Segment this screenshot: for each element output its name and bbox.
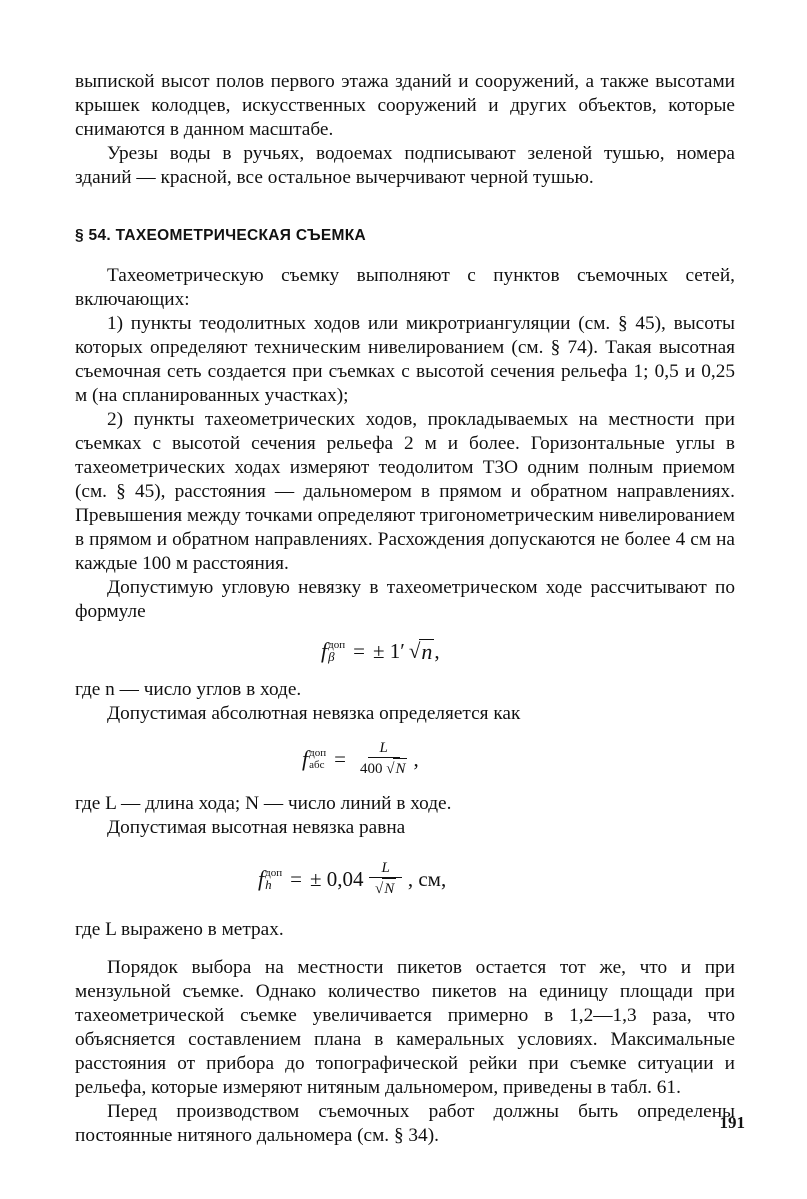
formula-indices	[265, 867, 282, 891]
paragraph-absolute-misclosure: Допустимая абсолютная невязка определяется как	[107, 703, 521, 724]
paragraph-where-l-meters: где L выражено в метрах.	[75, 919, 284, 940]
formula-indices	[309, 747, 326, 771]
formula-indices	[328, 639, 345, 663]
formula-subscript: h	[265, 877, 272, 892]
fraction-denominator	[360, 758, 408, 779]
radical-sign: √	[386, 761, 395, 777]
formula-fraction	[369, 859, 401, 899]
denominator-coefficient: 400	[359, 761, 383, 777]
formula-suffix: ,	[434, 639, 440, 663]
page-number: 191	[719, 1113, 745, 1132]
paragraph-picket-selection: Порядок выбора на местности пикетов остается тот же, что и при мензульной съемке. Однако количество пикетов на единицу площади при тахеометрической съемке увеличивается примерно в 1,2—1,3 раза, что объясняется составлением плана в камеральных условиях. Максимальные расстояния от прибора до топографической рейки при съемке ситуации и рельефа, которые измеряют нитяным дальномером, приведены в табл. 61.	[75, 957, 735, 1098]
formula-radicand: N	[393, 758, 407, 779]
paragraph-water-levels: Урезы воды в ручьях, водоемах подписывают зеленой тушью, номера зданий — красной, все остальное вычерчивают черной тушью.	[75, 143, 735, 188]
formula-absolute-misclosure	[75, 734, 735, 784]
formula-superscript: доп	[328, 639, 346, 651]
formula-subscript: β	[328, 649, 335, 664]
formula-rhs-prefix: ± 0,04	[309, 867, 364, 891]
paragraph-height-misclosure: Допустимая высотная невязка равна	[107, 817, 406, 838]
paragraph-intro: Тахеометрическую съемку выполняют с пунктов съемочных сетей, включающих:	[75, 265, 735, 310]
paragraph-rangefinder-constants: Перед производством съемочных работ должны быть определены постоянные нитяного дальномера (см. § 34).	[75, 1101, 735, 1146]
equals-sign: =	[353, 639, 365, 663]
fraction-denominator	[375, 878, 396, 899]
paragraph-angular-misclosure: Допустимую угловую невязку в тахеометрическом ходе рассчитывают по формуле	[75, 577, 735, 622]
formula-radicand: n	[421, 638, 433, 664]
equals-sign: =	[334, 747, 346, 771]
formula-angular-misclosure	[75, 632, 735, 670]
formula-suffix: ,	[413, 747, 419, 771]
formula-height-misclosure	[75, 848, 735, 910]
formula-radicand: N	[382, 878, 396, 899]
formula-superscript: доп	[265, 867, 283, 879]
formula-symbol: f	[321, 638, 328, 663]
paragraph-item-1: 1) пункты теодолитных ходов или микротриангуляции (см. § 45), высоты которых определяют техническим нивелированием (см. § 74). Такая высотная съемочная сеть создается при съемках с высотой сечения рельефа 1; 0,5 и 0,25 м (на спланированных участках);	[75, 313, 735, 406]
formula-subscript: абс	[309, 759, 325, 771]
paragraph-item-2: 2) пункты тахеометрических ходов, прокладываемых на местности при съемках с высотой сечения рельефа 2 м и более. Горизонтальные углы в тахеометрических ходах измеряют теодолитом Т3О одним полным приемом (см. § 45), расстояния — дальномером в прямом и обратном направлениях. Превышения между точками определяют тригонометрическим нивелированием в прямом и обратном направлениях. Расхождения допускаются не более 4 см на каждые 100 м расстояния.	[75, 409, 735, 574]
page-body	[75, 70, 735, 1148]
fraction-numerator: L	[368, 739, 400, 758]
formula-fraction	[360, 739, 408, 779]
formula-symbol: f	[302, 746, 309, 771]
equals-sign: =	[290, 867, 302, 891]
formula-symbol: f	[258, 866, 265, 891]
formula-superscript: доп	[309, 747, 327, 759]
radical-sign: √	[375, 881, 384, 897]
fraction-numerator: L	[369, 859, 401, 878]
paragraph-where-n: где n — число углов в ходе.	[75, 679, 302, 700]
formula-rhs-prefix: ± 1′	[372, 639, 405, 663]
section-heading: § 54. ТАХЕОМЕТРИЧЕСКАЯ СЪЕМКА	[75, 227, 366, 244]
paragraph-continuation: выпиской высот полов первого этажа зданий и сооружений, а также высотами крышек колодцев, искусственных сооружений и других объектов, которые снимаются в данном масштабе.	[75, 71, 735, 140]
paragraph-where-l-n: где L — длина хода; N — число линий в ходе.	[75, 793, 452, 814]
formula-suffix: , см,	[407, 867, 447, 891]
radical-sign: √	[408, 639, 421, 663]
